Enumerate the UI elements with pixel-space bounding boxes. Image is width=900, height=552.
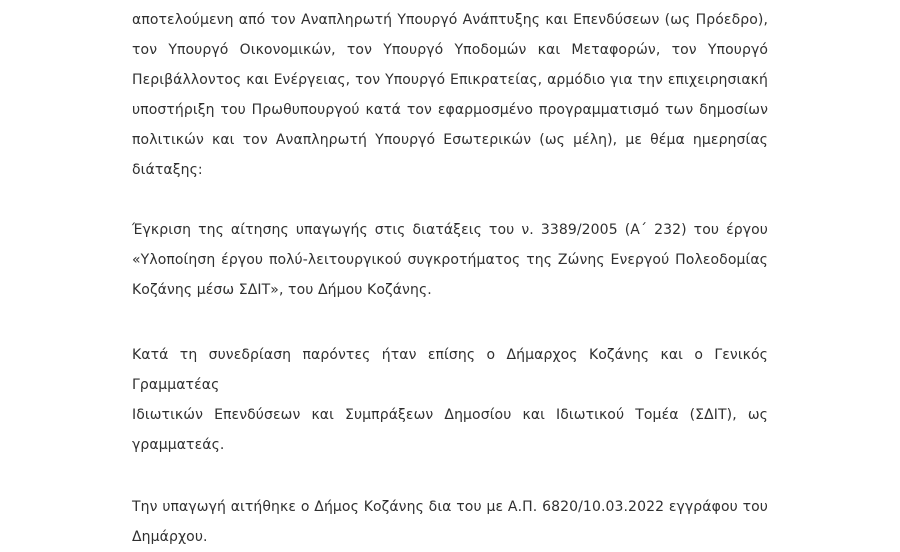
- text-line: Δημάρχου.: [132, 529, 208, 545]
- text-line: Κοζάνης μέσω ΣΔΙΤ», του Δήμου Κοζάνης.: [132, 282, 432, 298]
- paragraph: [132, 5, 768, 185]
- paragraph: [132, 492, 768, 552]
- text-line: υποστήριξη του Πρωθυπουργού κατά τον εφαρμοσμένο προγραμματισμό των δημοσίων: [132, 102, 768, 118]
- paragraph: [132, 340, 768, 460]
- text-line: Έγκριση της αίτησης υπαγωγής στις διατάξεις του ν. 3389/2005 (Α΄ 232) του έργου: [132, 222, 768, 238]
- text-line: αποτελούμενη από τον Αναπληρωτή Υπουργό Ανάπτυξης και Επενδύσεων (ως Πρόεδρο),: [132, 12, 768, 28]
- document-text-block: [132, 5, 768, 552]
- text-line: Ιδιωτικών Επενδύσεων και Συμπράξεων Δημοσίου και Ιδιωτικού Τομέα (ΣΔΙΤ), ως: [132, 407, 768, 423]
- text-line: Κατά τη συνεδρίαση παρόντες ήταν επίσης ο Δήμαρχος Κοζάνης και ο Γενικός Γραμματέας: [132, 347, 768, 393]
- text-line: τον Υπουργό Οικονομικών, τον Υπουργό Υποδομών και Μεταφορών, τον Υπουργό: [132, 42, 768, 58]
- text-line: διάταξης:: [132, 162, 203, 178]
- text-line: Περιβάλλοντος και Ενέργειας, τον Υπουργό Επικρατείας, αρμόδιο για την επιχειρησιακή: [132, 72, 768, 88]
- text-line: «Υλοποίηση έργου πολύ-λειτουργικού συγκροτήματος της Ζώνης Ενεργού Πολεοδομίας: [132, 252, 768, 268]
- paragraph: [132, 215, 768, 305]
- text-line: Την υπαγωγή αιτήθηκε ο Δήμος Κοζάνης δια του με Α.Π. 6820/10.03.2022 εγγράφου του: [132, 499, 768, 515]
- text-line: πολιτικών και τον Αναπληρωτή Υπουργό Εσωτερικών (ως μέλη), με θέμα ημερησίας: [132, 132, 768, 148]
- text-line: γραμματεάς.: [132, 437, 225, 453]
